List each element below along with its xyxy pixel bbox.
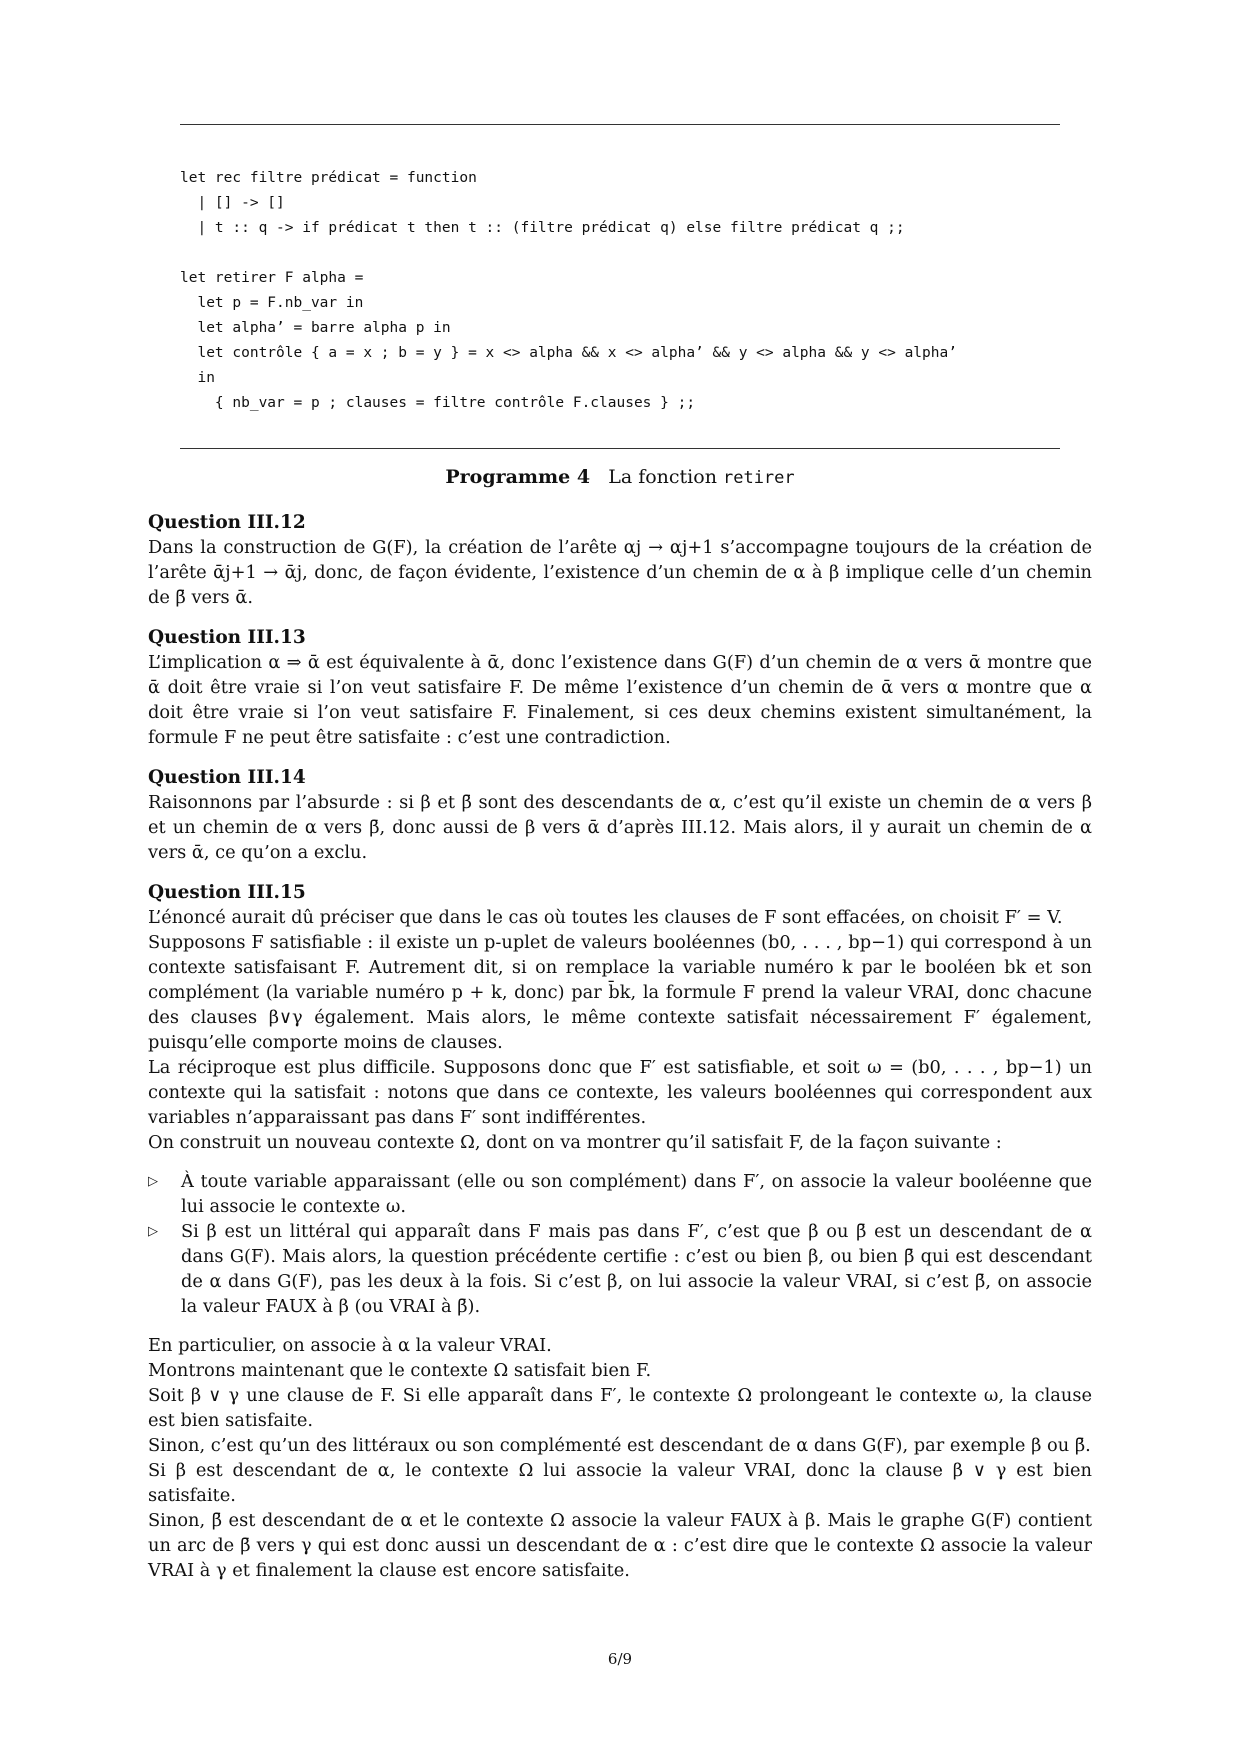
code-line: let contrôle { a = x ; b = y } = x <> alpha && x <> alpha’ && y <> alpha && y <> alpha’ bbox=[180, 345, 957, 361]
code-line: { nb_var = p ; clauses = filtre contrôle F.clauses } ;; bbox=[180, 395, 696, 411]
code-line: let retirer F alpha = bbox=[180, 270, 364, 286]
paragraph: Supposons F satisfiable : il existe un p-uplet de valeurs booléennes (b0, . . . , bp−1) qui correspond à un contexte satisfaisant F. Autrement dit, si on remplace la variable numéro k par le booléen bk et son complément (la variable numéro p + k, donc) par b̄k, la formule F prend la valeur VRAI, donc chacune des clauses β∨γ également. Mais alors, le même contexte satisfait nécessairement F′ également, puisqu’elle comporte moins de clauses. bbox=[148, 932, 1092, 1053]
code-line: | t :: q -> if prédicat t then t :: (filtre prédicat q) else filtre prédicat q ;; bbox=[180, 220, 905, 236]
list-item-text: À toute variable apparaissant (elle ou son complément) dans F′, on associe la valeur booléenne que lui associe le contexte ω. bbox=[181, 1171, 1092, 1217]
code-line: let rec filtre prédicat = function bbox=[180, 170, 477, 186]
list-item-text: Si β est un littéral qui apparaît dans F mais pas dans F′, c’est que β ou β̄ est un descendant de α dans G(F). Mais alors, la question précédente certifie : c’est ou bien β, ou bien β̄ qui est descendant de α dans G(F), pas les deux à la fois. Si c’est β, on lui associe la valeur VRAI, si c’est β̄, on associe la valeur FAUX à β (ou VRAI à β̄). bbox=[181, 1221, 1092, 1317]
document-body bbox=[148, 510, 1092, 1583]
paragraph: Montrons maintenant que le contexte Ω satisfait bien F. bbox=[148, 1360, 652, 1381]
caption-keyword: retirer bbox=[722, 468, 795, 488]
paragraph: On construit un nouveau contexte Ω, dont on va montrer qu’il satisfait F, de la façon suivante : bbox=[148, 1132, 1002, 1153]
code-line: let p = F.nb_var in bbox=[180, 295, 364, 311]
question-title: Question III.12 bbox=[148, 512, 306, 533]
question-title: Question III.13 bbox=[148, 627, 306, 648]
paragraph: Soit β ∨ γ une clause de F. Si elle apparaît dans F′, le contexte Ω prolongeant le contexte ω, la clause est bien satisfaite. bbox=[148, 1385, 1092, 1431]
bottom-rule bbox=[180, 448, 1060, 449]
question-answer: L’implication α ⇒ ᾱ est équivalente à ᾱ, donc l’existence dans G(F) d’un chemin de α vers ᾱ montre que ᾱ doit être vraie si l’on veut satisfaire F. De même l’existence d’un chemin de ᾱ vers α montre que α doit être vraie si l’on veut satisfaire F. Finalement, si ces deux chemins existent simultanément, la formule F ne peut être satisfaite : c’est une contradiction. bbox=[148, 652, 1092, 748]
paragraph: En particulier, on associe à α la valeur VRAI. bbox=[148, 1335, 552, 1356]
caption-label: Programme 4 bbox=[445, 466, 591, 488]
program-caption bbox=[180, 466, 1060, 488]
paragraph: Si β est descendant de α, le contexte Ω lui associe la valeur VRAI, donc la clause β ∨ γ est bien satisfaite. bbox=[148, 1460, 1092, 1506]
code-line: in bbox=[180, 370, 215, 386]
list-item bbox=[148, 1169, 1092, 1219]
code-line bbox=[180, 241, 957, 266]
code-listing bbox=[180, 166, 957, 416]
caption-text: La fonction bbox=[608, 466, 717, 488]
bullet-list bbox=[148, 1169, 1092, 1319]
paragraph: Sinon, β̄ est descendant de α et le contexte Ω associe la valeur FAUX à β. Mais le graphe G(F) contient un arc de β̄ vers γ qui est donc aussi un descendant de α : c’est dire que le contexte Ω associe la valeur VRAI à γ et finalement la clause est encore satisfaite. bbox=[148, 1510, 1092, 1581]
page-number: 6/9 bbox=[607, 1650, 633, 1668]
code-line: | [] -> [] bbox=[180, 195, 285, 211]
question-answer: Dans la construction de G(F), la création de l’arête αj → αj+1 s’accompagne toujours de la création de l’arête ᾱj+1 → ᾱj, donc, de façon évidente, l’existence d’un chemin de α à β implique celle d’un chemin de β̄ vers ᾱ. bbox=[148, 537, 1092, 608]
question-answer: Raisonnons par l’absurde : si β et β̄ sont des descendants de α, c’est qu’il existe un chemin de α vers β et un chemin de α vers β̄, donc aussi de β vers ᾱ d’après III.12. Mais alors, il y aurait un chemin de α vers ᾱ, ce qu’on a exclu. bbox=[148, 792, 1092, 863]
paragraph: Sinon, c’est qu’un des littéraux ou son complémenté est descendant de α dans G(F), par exemple β ou β̄. bbox=[148, 1435, 1091, 1456]
triangle-bullet-icon: ▷ bbox=[148, 1174, 158, 1189]
list-item bbox=[148, 1219, 1092, 1319]
triangle-bullet-icon: ▷ bbox=[148, 1224, 158, 1239]
question-title: Question III.15 bbox=[148, 882, 306, 903]
code-line: let alpha’ = barre alpha p in bbox=[180, 320, 451, 336]
question-title: Question III.14 bbox=[148, 767, 306, 788]
top-rule bbox=[180, 124, 1060, 125]
paragraph: La réciproque est plus difficile. Supposons donc que F′ est satisfiable, et soit ω = (b0, . . . , bp−1) un contexte qui la satisfait : notons que dans ce contexte, les valeurs booléennes qui correspondent aux variables n’apparaissant pas dans F′ sont indifférentes. bbox=[148, 1057, 1092, 1128]
paragraph: L’énoncé aurait dû préciser que dans le cas où toutes les clauses de F sont effacées, on choisit F′ = V. bbox=[148, 907, 1063, 928]
